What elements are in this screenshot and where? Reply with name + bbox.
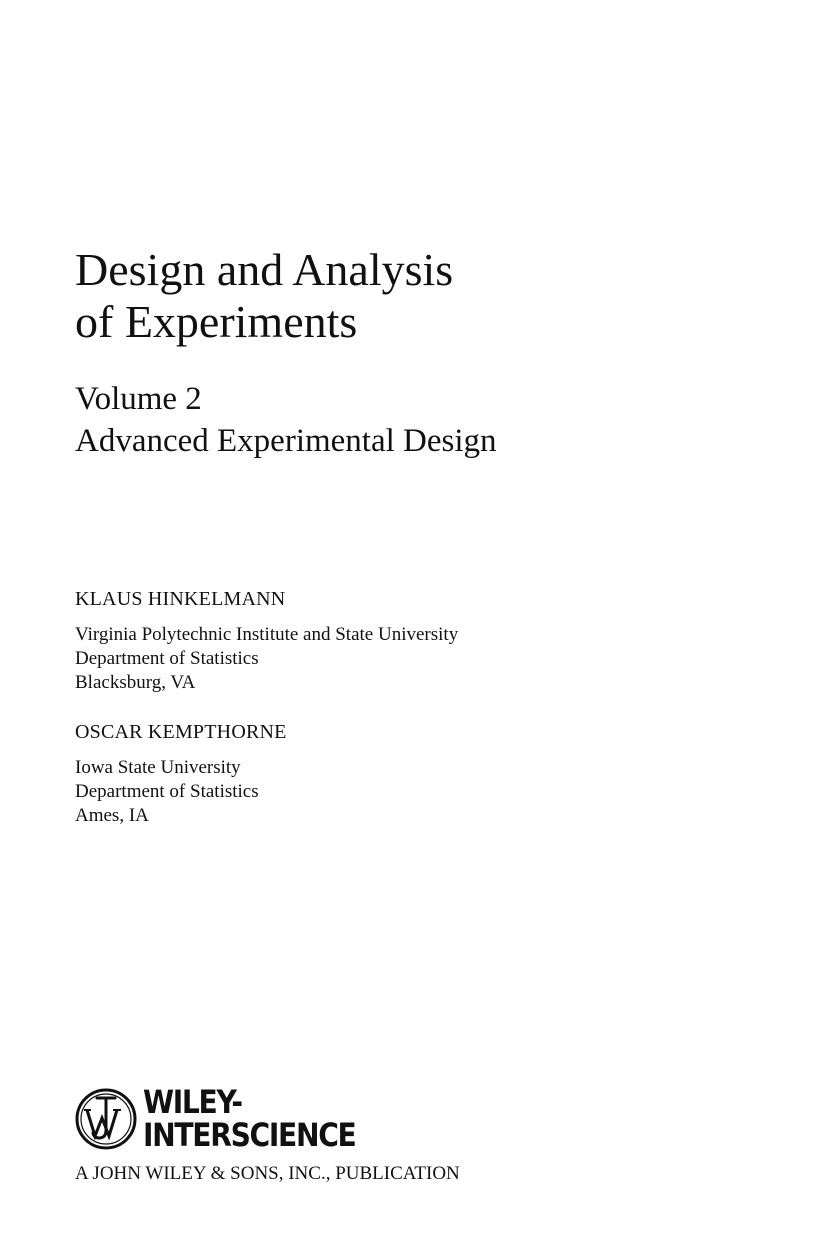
publisher-logo (75, 1083, 395, 1154)
volume-title: Advanced Experimental Design (75, 423, 497, 459)
logo-wordmark-line: WILEY- (143, 1083, 242, 1121)
publisher-imprint: A JOHN WILEY & SONS, INC., PUBLICATION (75, 1163, 460, 1184)
affiliation-line: Department of Statistics (75, 648, 259, 669)
affiliation-line: Ames, IA (75, 805, 149, 826)
author-block (75, 720, 287, 828)
affiliation-line: Iowa State University (75, 757, 241, 778)
publisher-logo-wordmark (143, 1083, 356, 1154)
affiliation-line: Virginia Polytechnic Institute and State University (75, 624, 459, 645)
volume-number: Volume 2 (75, 381, 202, 417)
author-block (75, 587, 458, 695)
wiley-jw-monogram-icon (75, 1086, 139, 1152)
author-name: KLAUS HINKELMANN (75, 588, 286, 610)
affiliation-line: Department of Statistics (75, 781, 259, 802)
affiliation-line: Blacksburg, VA (75, 672, 196, 693)
logo-wordmark-line: INTERSCIENCE (143, 1116, 356, 1154)
author-name: OSCAR KEMPTHORNE (75, 721, 287, 743)
volume-heading (75, 378, 497, 462)
author-affiliation (75, 756, 287, 828)
book-title (75, 244, 453, 348)
author-affiliation (75, 623, 458, 695)
book-title-line: of Experiments (75, 296, 358, 347)
book-title-line: Design and Analysis (75, 244, 454, 295)
